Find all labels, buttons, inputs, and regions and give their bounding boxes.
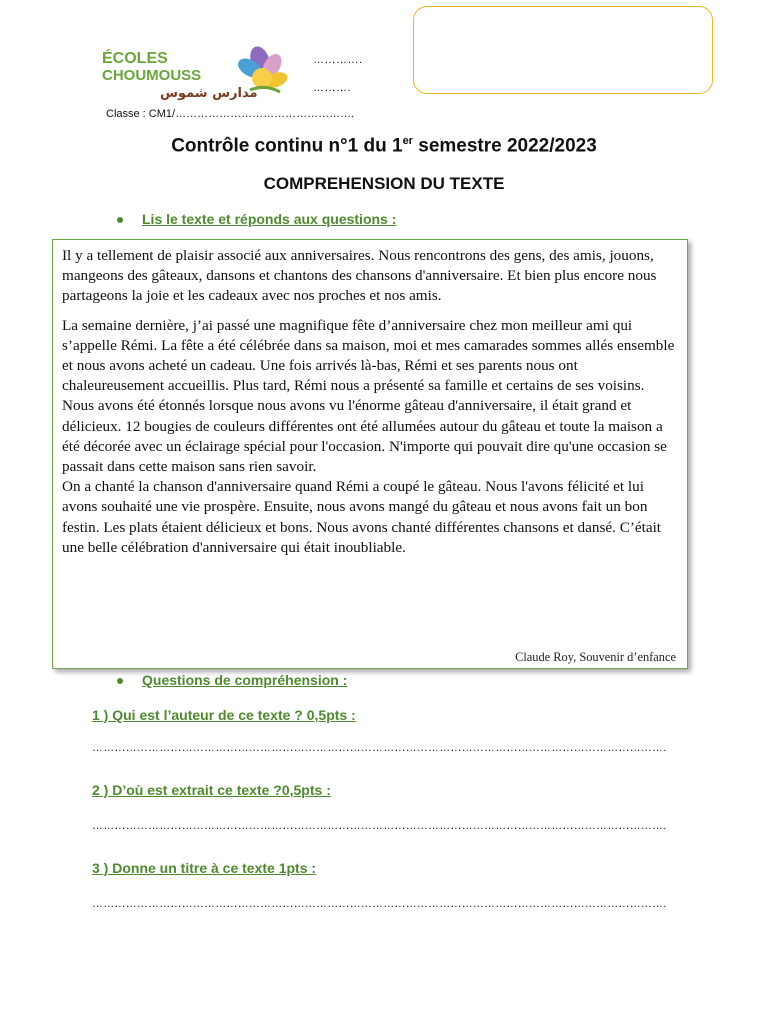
flower-logo-icon bbox=[100, 44, 290, 102]
page-subtitle: COMPREHENSION DU TEXTE bbox=[263, 174, 505, 193]
text-source: Claude Roy, Souvenir d’enfance bbox=[515, 650, 676, 664]
answer-line-3[interactable]: ………………………………………………………………………………………………………………………………………. bbox=[92, 898, 667, 910]
text-paragraph-2: La semaine dernière, j’ai passé une magnifique fête d’anniversaire chez mon meilleur ami qui s’appelle Rémi. La fête a été célébrée dans sa maison, moi et mes camarades sommes allés ensemble et nous avons acheté un cadeau. Une fois arrivés là-bas, Rémi et ses parents nous ont chaleureusement accueillis. Plus tard, Rémi nous a présenté sa famille et certains de ses voisins. Nous avons été étonnés lorsque nous avons vu l'énorme gâteau d'anniversaire, il était grand et délicieux. 12 bougies de couleurs différentes ont été allumées autour du gâteau et toute la maison a été décorée avec un éclairage spécial pour l'occasion. N'importe qui pouvait dire qu'une occasion se passait dans cette maison sans rien savoir. bbox=[62, 316, 675, 476]
class-label: Classe : CM1/…………………………………………. bbox=[106, 108, 355, 120]
question-3: 3 ) Donne un titre à ce texte 1pts : bbox=[92, 860, 317, 876]
name-box bbox=[413, 6, 713, 94]
answer-line-2[interactable]: ………………………………………………………………………………………………………………………………………. bbox=[92, 820, 667, 832]
dots-field-2: ………. bbox=[313, 82, 352, 94]
bullet-icon bbox=[117, 217, 123, 223]
answer-line-1[interactable]: ………………………………………………………………………………………………………………………………………. bbox=[92, 742, 667, 754]
school-logo bbox=[100, 44, 290, 102]
question-2: 2 ) D’où est extrait ce texte ?0,5pts : bbox=[92, 782, 331, 798]
bullet-icon bbox=[117, 678, 123, 684]
question-1: 1 ) Qui est l’auteur de ce texte ? 0,5pts : bbox=[92, 707, 356, 723]
dots-field-1: …………. bbox=[313, 54, 363, 66]
svg-text:CHOUMOUSS: CHOUMOUSS bbox=[102, 67, 202, 84]
text-paragraph-1: Il y a tellement de plaisir associé aux anniversaires. Nous rencontrons des gens, des amis, jouons, mangeons des gâteaux, dansons et chantons des chansons d'anniversaire. Et bien plus encore nous partageons la joie et les cadeaux avec nos proches et nos amis. bbox=[62, 247, 657, 305]
reading-text-frame bbox=[52, 239, 688, 669]
page-title: Contrôle continu n°1 du 1er semestre 2022/2023 bbox=[171, 135, 597, 157]
svg-text:ÉCOLES: ÉCOLES bbox=[102, 50, 168, 67]
svg-text:مدارس شموس: مدارس شموس bbox=[160, 86, 258, 101]
text-paragraph-3: On a chanté la chanson d'anniversaire quand Rémi a coupé le gâteau. Nous l'avons félicité et lui avons souhaité une vie prospère. Ensuite, nous avons mangé du gâteau et nous avons fait un bon festin. Les plats étaient délicieux et bons. Nous avons chanté différentes chansons et dansé. C’était une belle célébration d'anniversaire qui était inoubliable. bbox=[62, 478, 662, 556]
questions-heading: Questions de compréhension : bbox=[117, 672, 347, 688]
instruction: Lis le texte et réponds aux questions : bbox=[117, 211, 396, 227]
